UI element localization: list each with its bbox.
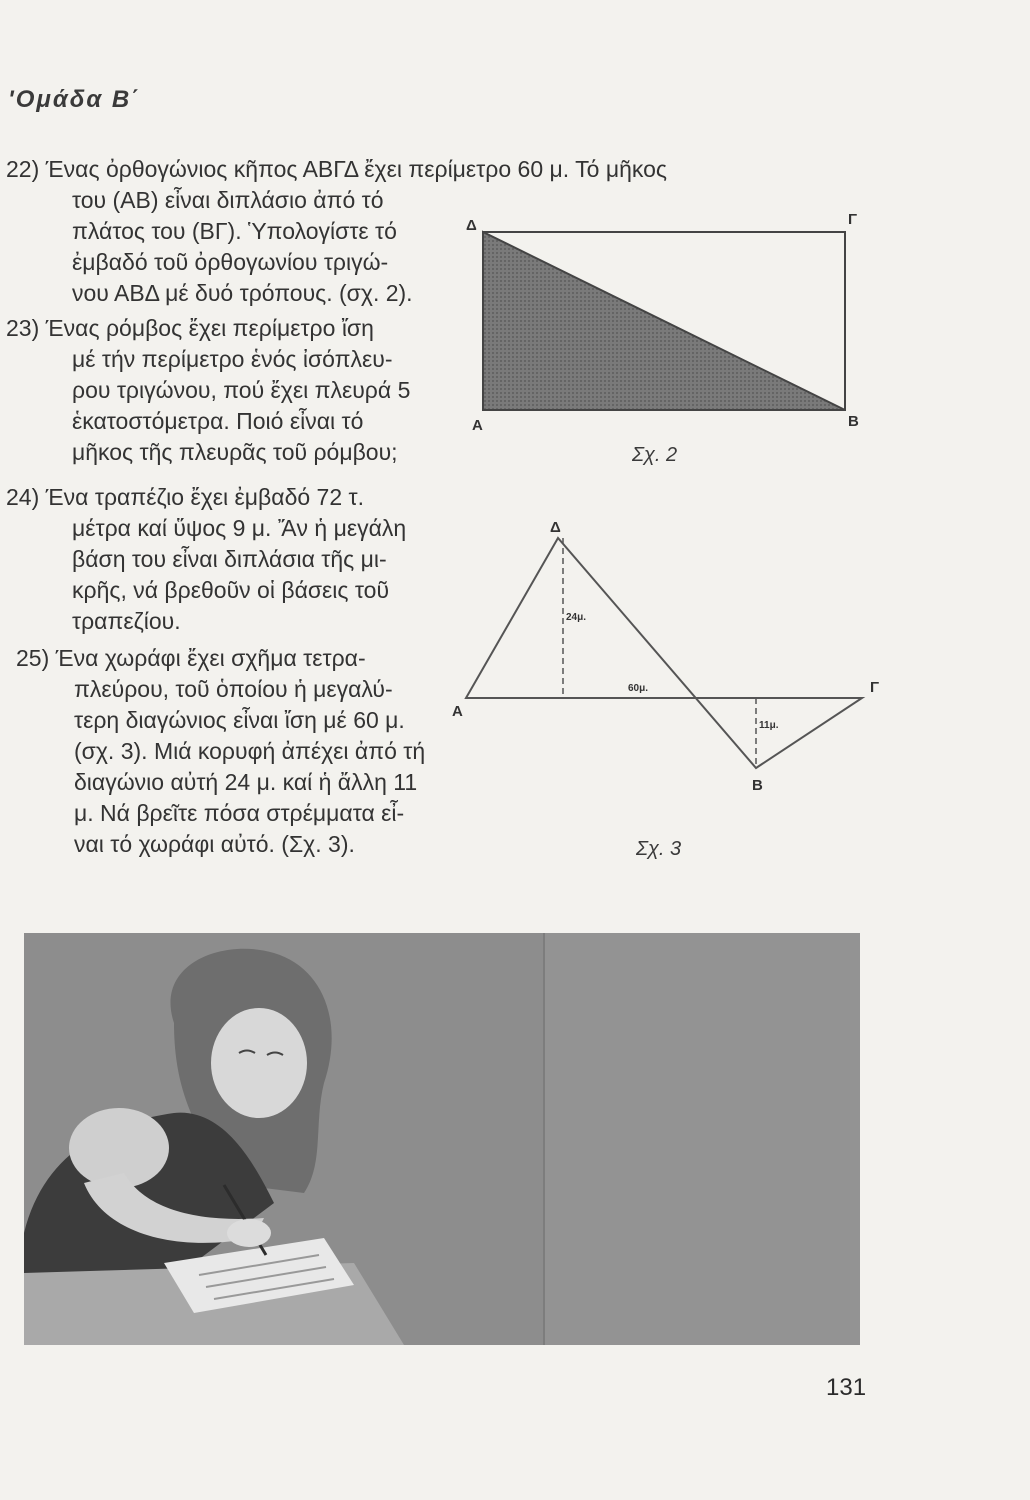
vertex-label-alpha: Α [452, 703, 463, 720]
problem-line: πλεύρου, τοῦ ὁποίου ἡ μεγαλύ- [74, 676, 393, 702]
quadrilateral-outline [466, 538, 862, 768]
measure-60: 60μ. [628, 683, 649, 694]
measure-24: 24μ. [566, 612, 587, 623]
figure-3-quadrilateral [440, 510, 890, 800]
vertex-label-gamma: Γ [848, 211, 858, 228]
problem-line: νου ΑΒΔ μέ δυό τρόπους. (σχ. 2). [72, 280, 413, 306]
figure-2-caption: Σχ. 2 [632, 444, 678, 466]
girl-writing-drawing [24, 933, 860, 1345]
hand-shape [227, 1219, 271, 1247]
page-number: 131 [826, 1374, 867, 1401]
problem-line: τραπεζίου. [72, 608, 181, 634]
vertex-label-delta: Δ [466, 217, 477, 234]
problem-line: κρῆς, νά βρεθοῦν οἱ βάσεις τοῦ [72, 577, 390, 603]
problem-line: διαγώνιο αὐτή 24 μ. καί ἡ ἄλλη 11 [74, 769, 418, 795]
problem-23 [0, 313, 410, 468]
problem-line: μῆκος τῆς πλευρᾶς τοῦ ρόμβου; [72, 439, 398, 465]
problem-line: μ. Νά βρεῖτε πόσα στρέμματα εἶ- [74, 800, 405, 826]
problem-line: (σχ. 3). Μιά κορυφή ἀπέχει ἀπό τή [74, 738, 426, 764]
vertex-label-beta: Β [752, 777, 763, 794]
measure-11: 11μ. [759, 720, 779, 731]
problem-line: 22) Ένας ὀρθογώνιος κῆπος ΑΒΓΔ ἔχει περίμετρο 60 μ. Τό μῆκος [6, 156, 667, 182]
problem-line: βάση του εἶναι διπλάσια τῆς μι- [72, 546, 387, 572]
figure-2-rectangle [440, 200, 880, 440]
problem-line: του (ΑΒ) εἶναι διπλάσιο ἀπό τό [72, 187, 384, 213]
problem-line: ἐμβαδό τοῦ ὀρθογωνίου τριγώ- [72, 249, 389, 275]
vertex-label-delta: Δ [550, 519, 561, 536]
face-shape [211, 1008, 307, 1118]
problem-24 [0, 482, 406, 637]
problem-line: ρου τριγώνου, πού ἔχει πλευρά 5 [72, 377, 411, 403]
figure-3-caption: Σχ. 3 [636, 838, 682, 860]
vertex-label-gamma: Γ [870, 679, 880, 696]
problem-line: τερη διαγώνιος εἶναι ἴση μέ 60 μ. [74, 707, 405, 733]
group-title: 'Ομάδα Β΄ [8, 86, 142, 113]
problem-line: 25) Ένα χωράφι ἔχει σχῆμα τετρα- [16, 645, 366, 671]
vertex-label-alpha: Α [472, 417, 483, 434]
vertex-label-beta: Β [848, 413, 859, 430]
girl-writing-illustration [24, 933, 860, 1345]
problem-line: 23) Ένας ρόμβος ἔχει περίμετρο ἴση [6, 315, 374, 341]
shaded-triangle [483, 232, 845, 410]
problem-line: πλάτος του (ΒΓ). Ὑπολογίστε τό [72, 218, 397, 244]
problem-line: μέ τήν περίμετρο ἑνός ἰσόπλευ- [72, 346, 393, 372]
problem-line: ναι τό χωράφι αὐτό. (Σχ. 3). [74, 831, 355, 857]
problem-line: ἑκατοστόμετρα. Ποιό εἶναι τό [72, 408, 364, 434]
problem-25 [0, 643, 425, 860]
problem-line: μέτρα καί ὕψος 9 μ. Ἄν ἡ μεγάλη [72, 515, 407, 541]
problem-line: 24) Ένα τραπέζιο ἔχει ἐμβαδό 72 τ. [6, 484, 365, 510]
